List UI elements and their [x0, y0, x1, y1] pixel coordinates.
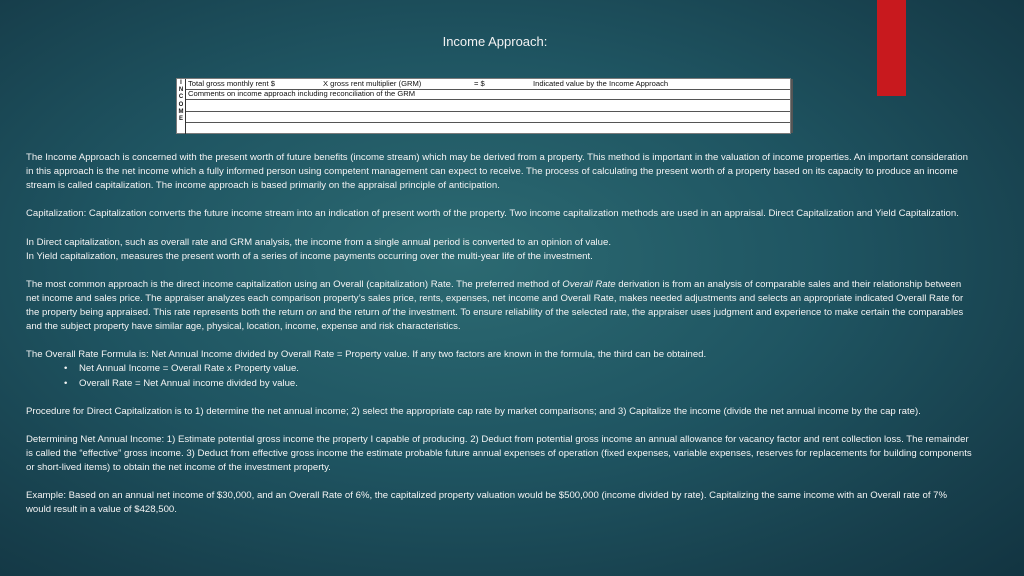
form-cell-gross-rent: Total gross monthly rent $	[188, 79, 275, 88]
side-letter: C	[178, 94, 184, 101]
formula-list	[26, 362, 972, 390]
text-run: derivation is from an analysis of comparable sales and their relationship between net income and sales price. The appraiser analyzes each comparison property’s sales price, rents, expenses, net income and Overall Rate, makes needed adjustments and selects an appropriate indicated Overall Rate for the property being appraised. This rate represents both the return	[26, 278, 964, 319]
paragraph-capitalization: Capitalization: Capitalization converts the future income stream into an indication of present worth of the property. Two income capitalization methods are used in an appraisal. Direct Capitalization and Yield Capitalization.	[26, 208, 959, 220]
form-row-comments	[186, 89, 790, 100]
form-cell-grm: X gross rent multiplier (GRM)	[323, 79, 422, 88]
side-letter: M	[178, 108, 184, 115]
form-row-blank	[186, 100, 790, 112]
direct-cap-text: In Direct capitalization, such as overall rate and GRM analysis, the income from a single annual period is converted to an opinion of value.	[26, 236, 611, 248]
list-item: • Net Annual Income = Overall Rate x Property value.	[79, 362, 972, 376]
form-cell-indicated-value: Indicated value by the Income Approach	[533, 79, 669, 88]
side-letter: E	[178, 116, 183, 123]
text-run: The most common approach is the direct income capitalization using an Overall (capitalization) Rate. The preferred method of	[26, 278, 563, 290]
emphasis-text: on	[306, 307, 318, 319]
emphasis-text: of	[382, 307, 391, 319]
form-cell-equals: = $	[474, 79, 485, 88]
paragraph-example: Example: Based on an annual net income of $30,000, and an Overall Rate of 6%, the capitalized property valuation would be $500,000 (income divided by rate). Capitalizing the same income with an Overall rate of 7% would result in a value of $428,500.	[26, 490, 948, 516]
text-run: the investment. To ensure reliability of the selected rate, the appraiser uses judgment and experience to make certain the comparables and the subject property have similar age, physical, location, income, expense and risk characteristics.	[26, 307, 964, 333]
slide-title: Income Approach:	[442, 34, 548, 49]
form-right-border	[791, 79, 793, 133]
text-run: and the return	[317, 307, 383, 319]
side-letter: N	[178, 87, 184, 94]
paragraph-formula: The Overall Rate Formula is: Net Annual Income divided by Overall Rate = Property value. If any two factors are known in the formula, the third can be obtained.	[26, 349, 707, 361]
income-approach-form-image	[176, 78, 791, 134]
yield-cap-text: In Yield capitalization, measures the present worth of a series of income payments occurring over the multi-year life of the investment.	[26, 250, 593, 262]
paragraph-overview: The Income Approach is concerned with the present worth of future benefits (income stream) which may be derived from a property. This method is important in the valuation of income properties. An important consideration in this approach is the net income which a fully informed person using competent management can expect to receive. The process of calculating the present worth of a property based on its capacity to produce an income stream is called capitalization. The income approach is based primarily on the appraisal principle of anticipation.	[26, 152, 968, 192]
body-text	[26, 151, 972, 532]
paragraph-cap-types	[26, 236, 972, 264]
form-cell-comments: Comments on income approach including reconciliation of the GRM	[188, 89, 416, 98]
emphasis-text: Overall Rate	[562, 278, 616, 290]
form-side-label	[177, 79, 186, 134]
paragraph-overall-rate	[26, 278, 972, 334]
side-letter: I	[180, 80, 182, 86]
side-letter: O	[178, 101, 184, 108]
form-row-blank	[186, 112, 790, 123]
paragraph-procedure: Procedure for Direct Capitalization is to 1) determine the net annual income; 2) select the appropriate cap rate by market comparisons; and 3) Capitalize the income (divide the net annual income by the cap rate).	[26, 405, 921, 417]
paragraph-net-income: Determining Net Annual Income: 1) Estimate potential gross income the property I capable of producing. 2) Deduct from potential gross income an annual allowance for vacancy factor and rent collection loss. The remainder is called the “effective” gross income. 3) Deduct from effective gross income the estimate probable future annual expenses of operation (fixed expenses, variable expenses, reserves for replacements for building components or short-lived items) to obtain the net income of the investment property.	[26, 433, 972, 474]
list-item: • Overall Rate = Net Annual income divided by value.	[79, 377, 972, 391]
